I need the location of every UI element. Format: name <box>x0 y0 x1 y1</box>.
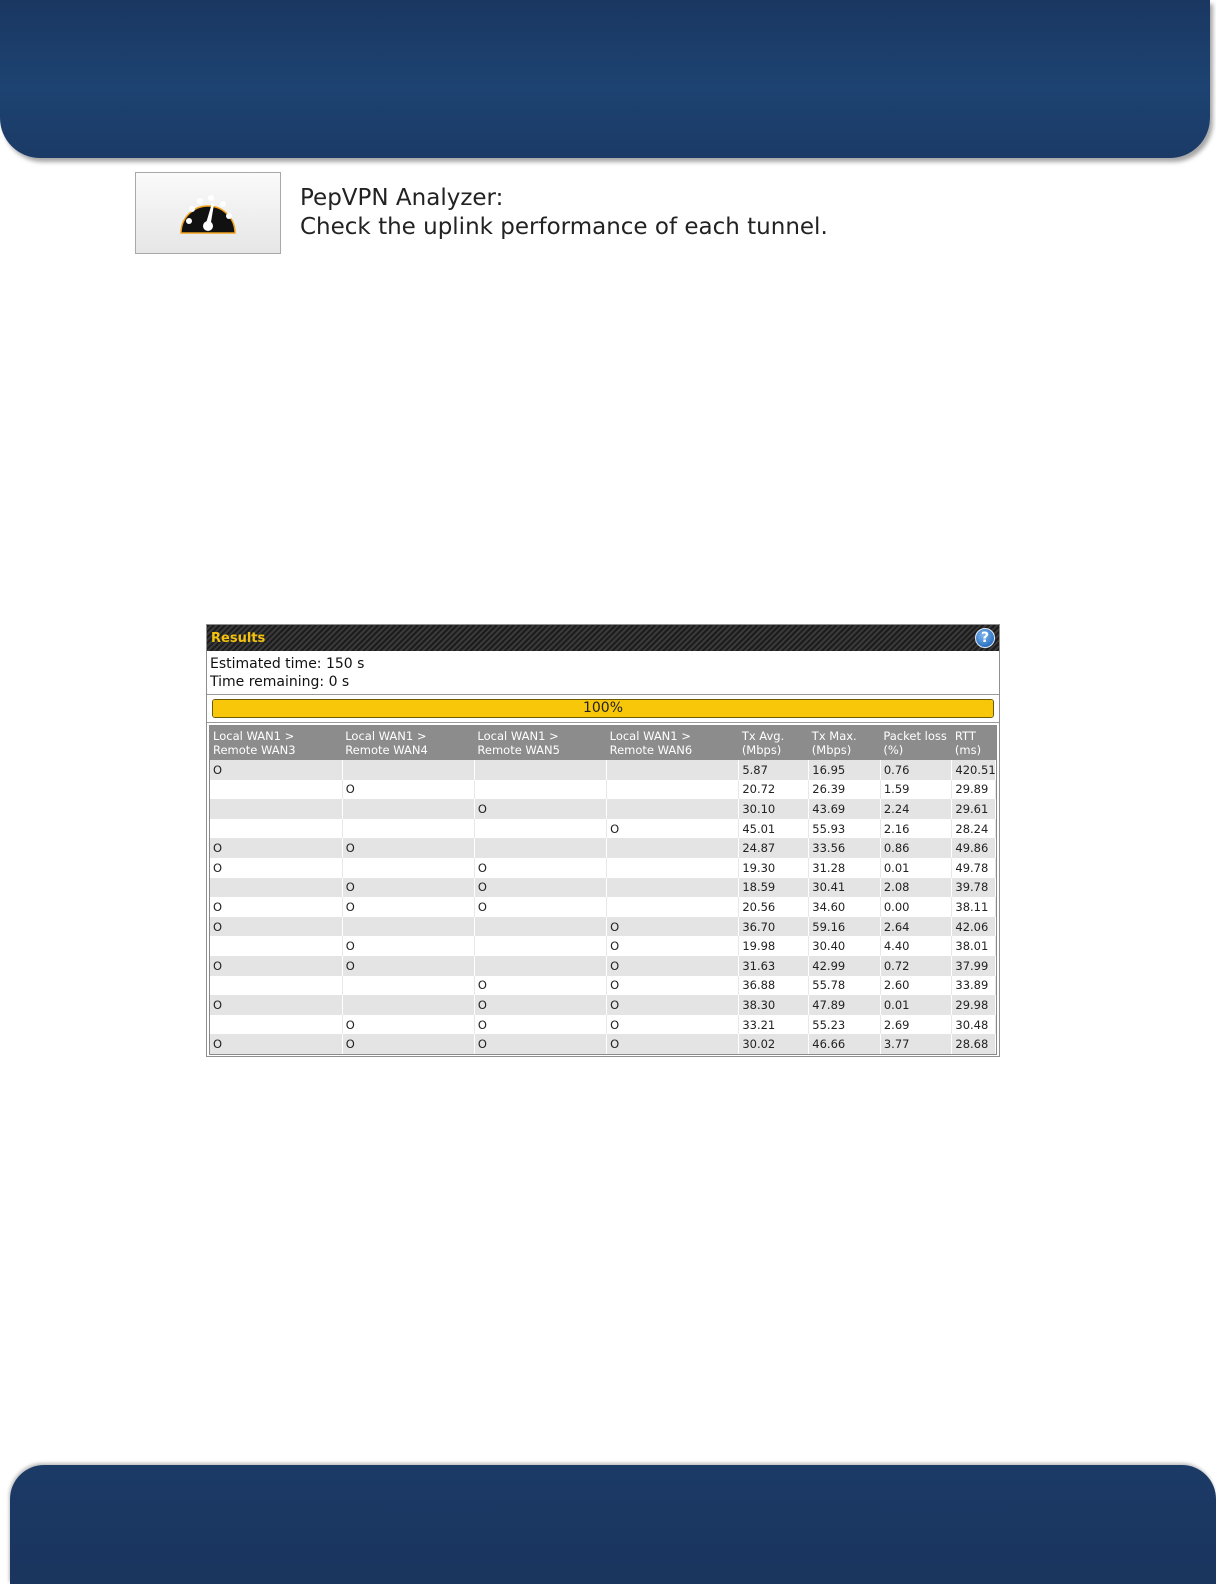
table-cell: 24.87 <box>739 838 809 858</box>
table-cell: O <box>342 780 474 800</box>
table-cell <box>474 819 606 839</box>
table-cell: 1.59 <box>880 780 952 800</box>
table-cell: 38.30 <box>739 995 809 1015</box>
table-cell: 34.60 <box>809 897 881 917</box>
table-cell: 49.86 <box>952 838 996 858</box>
table-cell: 30.40 <box>809 936 881 956</box>
table-cell <box>607 780 739 800</box>
column-header-line: Local WAN1 > <box>213 729 295 743</box>
results-header <box>207 625 999 651</box>
table-cell: 2.08 <box>880 878 952 898</box>
table-cell <box>342 995 474 1015</box>
table-cell: 36.70 <box>739 917 809 937</box>
analyzer-description <box>300 184 828 242</box>
table-cell: 31.28 <box>809 858 881 878</box>
table-cell <box>210 1015 342 1035</box>
table-row <box>210 819 996 839</box>
analyzer-title: PepVPN Analyzer: <box>300 185 504 211</box>
results-panel <box>206 624 1000 1057</box>
table-cell: 30.10 <box>739 799 809 819</box>
column-header-line: Local WAN1 > <box>477 729 559 743</box>
table-cell <box>210 878 342 898</box>
table-cell <box>342 976 474 996</box>
table-cell: 18.59 <box>739 878 809 898</box>
table-cell: 2.60 <box>880 976 952 996</box>
table-cell: 55.78 <box>809 976 881 996</box>
table-cell: 0.72 <box>880 956 952 976</box>
table-cell: 30.02 <box>739 1034 809 1054</box>
table-cell: 20.72 <box>739 780 809 800</box>
column-header-line: Tx Max. <box>811 729 857 743</box>
column-header <box>880 726 952 760</box>
column-header-line: (%) <box>883 743 904 757</box>
table-cell <box>210 819 342 839</box>
table-cell <box>210 799 342 819</box>
column-header <box>607 726 739 760</box>
table-cell: O <box>474 995 606 1015</box>
table-cell: O <box>342 897 474 917</box>
table-cell: 36.88 <box>739 976 809 996</box>
table-row <box>210 956 996 976</box>
table-cell: O <box>210 917 342 937</box>
table-cell: 0.01 <box>880 995 952 1015</box>
results-title: Results <box>211 630 266 646</box>
table-row <box>210 799 996 819</box>
table-cell: 47.89 <box>809 995 881 1015</box>
column-header-line: RTT <box>954 729 976 743</box>
column-header-line: Local WAN1 > <box>345 729 427 743</box>
table-row <box>210 1015 996 1035</box>
table-cell <box>210 936 342 956</box>
table-row <box>210 760 996 780</box>
table-cell: O <box>342 936 474 956</box>
column-header <box>952 726 996 760</box>
gauge-icon <box>177 189 239 237</box>
table-cell: O <box>210 995 342 1015</box>
table-header-row <box>210 726 996 760</box>
table-row <box>210 878 996 898</box>
progress-label: 100% <box>582 700 624 716</box>
table-row <box>210 995 996 1015</box>
table-cell: 42.06 <box>952 917 996 937</box>
table-cell <box>342 799 474 819</box>
table-cell: 46.66 <box>809 1034 881 1054</box>
table-cell: O <box>607 956 739 976</box>
table-cell <box>474 917 606 937</box>
table-cell: 2.24 <box>880 799 952 819</box>
table-cell: 0.76 <box>880 760 952 780</box>
table-cell <box>474 936 606 956</box>
table-cell: O <box>210 838 342 858</box>
table-cell: 38.11 <box>952 897 996 917</box>
bottom-banner <box>10 1465 1216 1584</box>
column-header <box>342 726 474 760</box>
column-header-line: Remote WAN4 <box>345 743 428 757</box>
table-row <box>210 1034 996 1054</box>
table-cell: 42.99 <box>809 956 881 976</box>
table-cell: O <box>474 878 606 898</box>
table-cell: 30.48 <box>952 1015 996 1035</box>
table-row <box>210 780 996 800</box>
table-cell: 29.98 <box>952 995 996 1015</box>
column-header-line: Remote WAN5 <box>477 743 560 757</box>
table-cell: 30.41 <box>809 878 881 898</box>
table-cell: 0.00 <box>880 897 952 917</box>
table-cell: 3.77 <box>880 1034 952 1054</box>
table-cell: 45.01 <box>739 819 809 839</box>
table-cell: 39.78 <box>952 878 996 898</box>
table-cell <box>210 976 342 996</box>
table-cell: 2.69 <box>880 1015 952 1035</box>
table-cell <box>474 838 606 858</box>
results-table <box>210 726 996 1054</box>
table-cell: O <box>342 1034 474 1054</box>
column-header-line: Remote WAN3 <box>213 743 296 757</box>
table-cell: O <box>342 1015 474 1035</box>
table-row <box>210 917 996 937</box>
table-cell: O <box>474 1015 606 1035</box>
table-cell: O <box>210 760 342 780</box>
table-row <box>210 936 996 956</box>
table-cell: 16.95 <box>809 760 881 780</box>
time-info <box>207 651 999 695</box>
column-header <box>739 726 809 760</box>
table-cell: 19.98 <box>739 936 809 956</box>
column-header-line: Packet loss <box>883 729 947 743</box>
table-cell: 59.16 <box>809 917 881 937</box>
table-cell: 2.16 <box>880 819 952 839</box>
table-cell: O <box>474 976 606 996</box>
column-header-line: Tx Avg. <box>741 729 785 743</box>
table-cell <box>607 858 739 878</box>
table-cell: 28.68 <box>952 1034 996 1054</box>
table-cell: 28.24 <box>952 819 996 839</box>
table-cell <box>210 780 342 800</box>
table-row <box>210 858 996 878</box>
table-cell: 29.89 <box>952 780 996 800</box>
table-cell <box>342 819 474 839</box>
table-cell: 31.63 <box>739 956 809 976</box>
results-table-wrapper <box>209 725 997 1055</box>
table-cell: O <box>607 976 739 996</box>
table-cell: 0.86 <box>880 838 952 858</box>
column-header <box>210 726 342 760</box>
table-cell: O <box>607 1015 739 1035</box>
column-header <box>809 726 881 760</box>
table-cell: 4.40 <box>880 936 952 956</box>
column-header-line: Local WAN1 > <box>609 729 691 743</box>
table-cell <box>474 780 606 800</box>
column-header-line: (Mbps) <box>741 743 782 757</box>
progress-bar <box>212 699 994 718</box>
table-cell <box>607 838 739 858</box>
column-header <box>474 726 606 760</box>
table-cell: O <box>342 838 474 858</box>
table-cell: O <box>607 917 739 937</box>
table-cell: 49.78 <box>952 858 996 878</box>
table-cell <box>474 956 606 976</box>
top-banner <box>0 0 1210 158</box>
column-header-line: (ms) <box>954 743 982 757</box>
table-cell <box>607 897 739 917</box>
table-cell: O <box>607 936 739 956</box>
table-cell: O <box>210 858 342 878</box>
analyzer-subtitle: Check the uplink performance of each tunnel. <box>300 214 828 240</box>
table-row <box>210 897 996 917</box>
table-cell: 29.61 <box>952 799 996 819</box>
table-row <box>210 976 996 996</box>
table-body <box>210 760 996 1054</box>
column-header-line: Remote WAN6 <box>609 743 693 757</box>
table-cell: O <box>607 819 739 839</box>
table-cell: 43.69 <box>809 799 881 819</box>
table-cell: 33.21 <box>739 1015 809 1035</box>
table-cell: O <box>474 799 606 819</box>
table-cell: 19.30 <box>739 858 809 878</box>
table-cell: O <box>607 1034 739 1054</box>
help-icon[interactable]: ? <box>975 628 995 648</box>
table-cell: 33.56 <box>809 838 881 858</box>
table-cell: 55.23 <box>809 1015 881 1035</box>
estimated-time: Estimated time: 150 s <box>210 656 365 672</box>
table-cell: 38.01 <box>952 936 996 956</box>
table-cell: O <box>474 897 606 917</box>
time-remaining: Time remaining: 0 s <box>210 674 350 690</box>
table-cell: 26.39 <box>809 780 881 800</box>
pepvpn-analyzer-button[interactable] <box>135 172 281 254</box>
table-cell: 55.93 <box>809 819 881 839</box>
table-cell: 33.89 <box>952 976 996 996</box>
table-cell: 2.64 <box>880 917 952 937</box>
table-cell: O <box>342 878 474 898</box>
table-cell <box>342 760 474 780</box>
table-cell <box>607 799 739 819</box>
progress-section <box>207 695 999 723</box>
table-cell <box>474 760 606 780</box>
table-cell <box>607 760 739 780</box>
table-cell: 5.87 <box>739 760 809 780</box>
table-cell: 420.51 <box>952 760 996 780</box>
column-header-line: (Mbps) <box>811 743 852 757</box>
table-cell: O <box>210 897 342 917</box>
table-cell: O <box>342 956 474 976</box>
table-cell: O <box>210 1034 342 1054</box>
table-cell: O <box>474 1034 606 1054</box>
table-cell <box>342 917 474 937</box>
table-cell <box>607 878 739 898</box>
table-cell: O <box>474 858 606 878</box>
table-cell: O <box>607 995 739 1015</box>
table-row <box>210 838 996 858</box>
table-cell: 20.56 <box>739 897 809 917</box>
table-cell: O <box>210 956 342 976</box>
table-cell: 0.01 <box>880 858 952 878</box>
table-cell <box>342 858 474 878</box>
table-cell: 37.99 <box>952 956 996 976</box>
